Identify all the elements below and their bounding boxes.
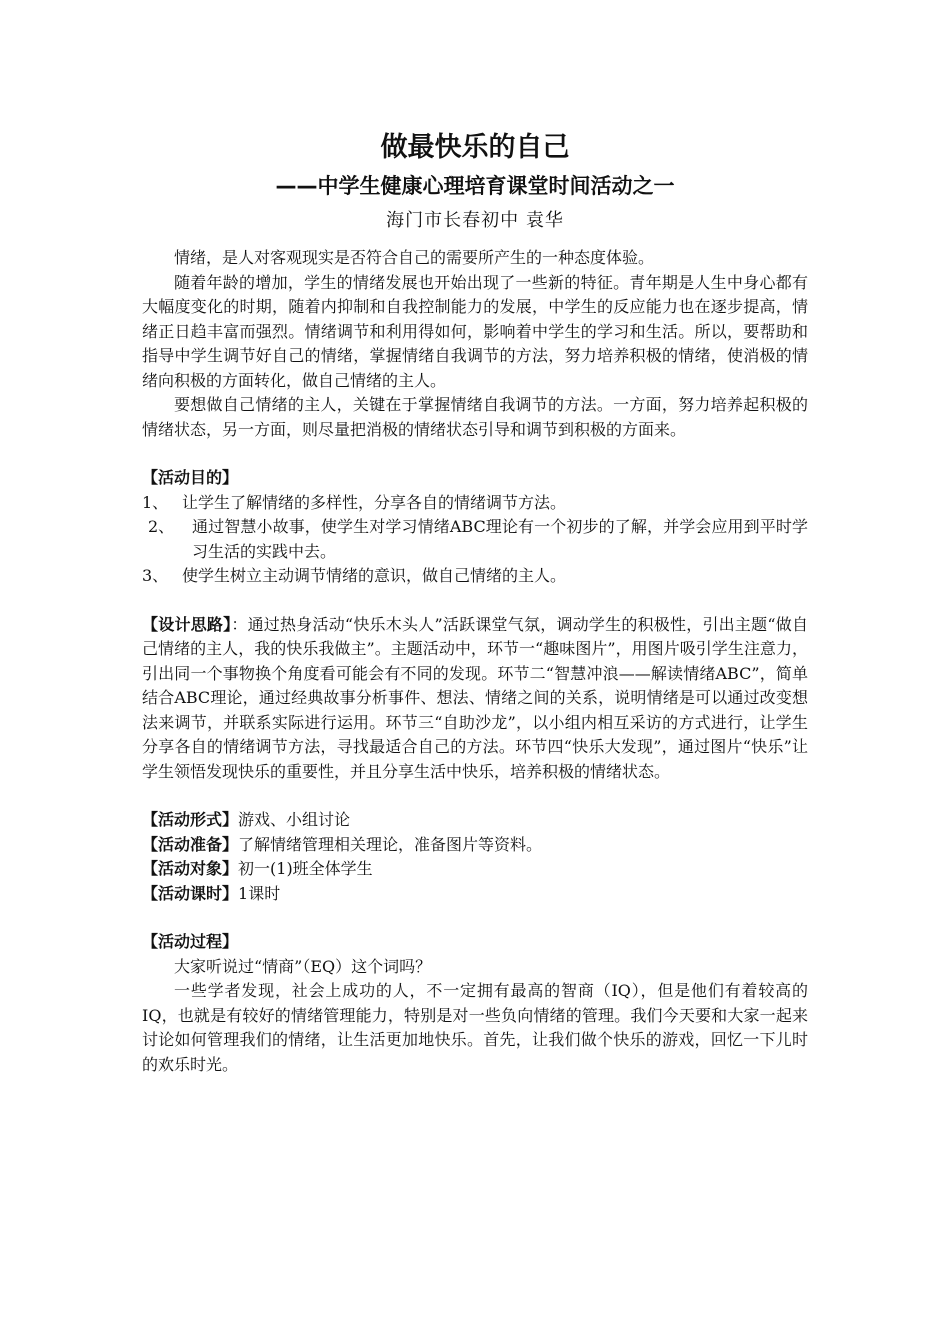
intro-paragraph: 要想做自己情绪的主人，关键在于掌握情绪自我调节的方法。一方面，努力培养起积极的情绪状态，另一方面，则尽量把消极的情绪状态引导和调节到积极的方面来。 [142, 395, 808, 439]
info-label: 【活动课时】 [142, 883, 239, 903]
goals-section [142, 466, 808, 491]
intro-paragraph: 情绪，是人对客观现实是否符合自己的需要所产生的一种态度体验。 [174, 248, 655, 267]
info-value: 初一(1)班全体学生 [238, 859, 373, 878]
info-row [142, 857, 808, 882]
info-value: 了解情绪管理相关理论，准备图片等资料。 [238, 834, 543, 854]
document-subtitle: ——中学生健康心理培育课堂时间活动之一 [275, 174, 675, 198]
goal-item [142, 564, 808, 589]
info-value: 游戏、小组讨论 [238, 810, 351, 829]
goal-item [142, 515, 808, 564]
info-label: 【活动准备】 [142, 834, 239, 854]
goal-item [142, 491, 808, 516]
design-section [142, 613, 808, 785]
design-heading: 【设计思路】 [142, 614, 232, 634]
process-heading: 【活动过程】 [142, 932, 239, 951]
goal-number: 2、 [148, 517, 175, 536]
info-label: 【活动对象】 [142, 859, 239, 878]
info-row [142, 833, 808, 858]
info-label: 【活动形式】 [142, 810, 239, 829]
design-text: ：通过热身活动“快乐木头人”活跃课堂气氛，调动学生的积极性，引出主题“做自己情绪的主人，我的快乐我做主”。主题活动中，环节一“趣味图片”，用图片吸引学生注意力，引出同一个事物换个角度看可能会有不同的发现。环节二“智慧冲浪——解读情绪ABC”，简单结合ABC理论，通过经典故事分析事件、想法、情绪之间的关系，说明情绪是可以通过改变想法来调节，并联系实际进行运用。环节三“自助沙龙”，以小组内相互采访的方式进行，让学生分享各自的情绪调节方法，寻找最适合自己的方法。环节四“快乐大发现”，通过图片“快乐”让学生领悟发现快乐的重要性，并且分享生活中快乐，培养积极的情绪状态。 [142, 614, 808, 781]
author-line: 海门市长春初中 袁华 [386, 210, 564, 231]
process-paragraph: 一些学者发现，社会上成功的人，不一定拥有最高的智商（IQ），但是他们有着较高的IQ，也就是有较好的情绪管理能力，特别是对一些负向情绪的管理。我们今天要和大家一起来讨论如何管理我们的情绪，让生活更加地快乐。首先，让我们做个快乐的游戏，回忆一下儿时的欢乐时光。 [142, 981, 808, 1074]
info-row [142, 808, 808, 833]
goals-heading: 【活动目的】 [142, 468, 239, 487]
goal-number: 1、 [142, 492, 169, 512]
intro-paragraph: 随着年龄的增加，学生的情绪发展也开始出现了一些新的特征。青年期是人生中身心都有大幅度变化的时期，随着内抑制和自我控制能力的发展，中学生的反应能力也在逐步提高，情绪正日趋丰富而强烈。情绪调节和利用得如何，影响着中学生的学习和生活。所以，要帮助和指导中学生调节好自己的情绪，掌握情绪自我调节的方法，努力培养积极的情绪，使消极的情绪向积极的方面转化，做自己情绪的主人。 [142, 272, 808, 390]
document-title: 做最快乐的自己 [380, 132, 570, 163]
goal-number: 3、 [142, 566, 169, 585]
process-paragraph: 大家听说过“情商”（EQ）这个词吗？ [174, 956, 432, 976]
goal-text: 让学生了解情绪的多样性，分享各自的情绪调节方法。 [182, 492, 567, 512]
goal-text: 使学生树立主动调节情绪的意识，做自己情绪的主人。 [182, 566, 567, 585]
info-value: 1课时 [238, 883, 281, 903]
process-section [142, 930, 808, 955]
info-row [142, 882, 808, 907]
goal-text: 通过智慧小故事，使学生对学习情绪ABC理论有一个初步的了解，并学会应用到平时学习生活的实践中去。 [192, 517, 808, 561]
document-page [142, 128, 808, 1077]
